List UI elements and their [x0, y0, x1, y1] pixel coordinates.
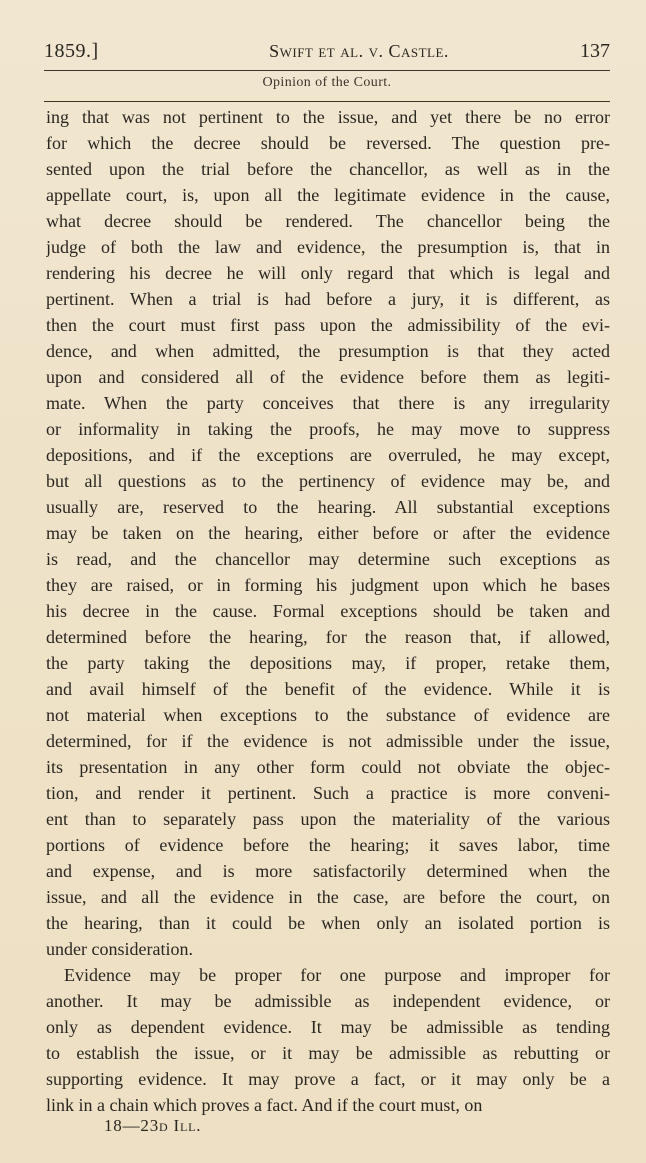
text-line: link in a chain which proves a fact. And if the court must, on: [46, 1095, 483, 1115]
text-line: dence, and when admitted, the presumption is that they acted: [46, 341, 610, 361]
text-line: ing that was not pertinent to the issue, and yet there be no error: [46, 107, 610, 127]
text-line: for which the decree should be reversed. The question pre-: [46, 133, 610, 153]
text-line: its presentation in any other form could not obviate the objec-: [46, 757, 610, 777]
text-line: ent than to separately pass upon the materiality of the various: [46, 809, 610, 829]
text-line: rendering his decree he will only regard that which is legal and: [46, 263, 610, 283]
text-line: appellate court, is, upon all the legitimate evidence in the cause,: [46, 185, 610, 205]
text-line: the hearing, than it could be when only an isolated portion is: [46, 913, 610, 933]
text-line: depositions, and if the exceptions are overruled, he may except,: [46, 445, 610, 465]
text-line: mate. When the party conceives that there is any irregularity: [46, 393, 610, 413]
text-line: to establish the issue, or it may be admissible as rebutting or: [46, 1043, 610, 1063]
text-line: another. It may be admissible as independent evidence, or: [46, 991, 610, 1011]
text-line: judge of both the law and evidence, the presumption is, that in: [46, 237, 610, 257]
page-number: 137: [580, 40, 610, 62]
text-line: only as dependent evidence. It may be admissible as tending: [46, 1017, 610, 1037]
section-heading: Opinion of the Court.: [262, 75, 392, 90]
text-line: sented upon the trial before the chancellor, as well as in the: [46, 159, 610, 179]
text-line: Evidence may be proper for one purpose and improper for: [64, 965, 610, 985]
text-line: pertinent. When a trial is had before a jury, it is different, as: [46, 289, 610, 309]
text-line: what decree should be rendered. The chancellor being the: [46, 211, 610, 231]
opinion-text: [46, 104, 610, 1118]
header-year: 1859.]: [44, 40, 99, 62]
text-line: upon and considered all of the evidence before them as legiti-: [46, 367, 610, 387]
text-line: and avail himself of the benefit of the evidence. While it is: [46, 679, 610, 699]
text-line: determined before the hearing, for the reason that, if allowed,: [46, 627, 610, 647]
text-line: determined, for if the evidence is not admissible under the issue,: [46, 731, 610, 751]
text-line: the party taking the depositions may, if proper, retake them,: [46, 653, 610, 673]
text-line: is read, and the chancellor may determine such exceptions as: [46, 549, 610, 569]
text-line: but all questions as to the pertinency of evidence may be, and: [46, 471, 610, 491]
text-line: usually are, reserved to the hearing. All substantial exceptions: [46, 497, 610, 517]
text-line: issue, and all the evidence in the case, are before the court, on: [46, 887, 610, 907]
text-line: and expense, and is more satisfactorily determined when the: [46, 861, 610, 881]
text-line: may be taken on the hearing, either before or after the evidence: [46, 523, 610, 543]
text-line: or informality in taking the proofs, he may move to suppress: [46, 419, 610, 439]
page-header: [44, 40, 610, 68]
text-line: not material when exceptions to the substance of evidence are: [46, 705, 610, 725]
text-line: under consideration.: [46, 939, 193, 959]
header-rule-bottom: [44, 101, 610, 102]
text-line: then the court must first pass upon the admissibility of the evi-: [46, 315, 610, 335]
signature-mark: 18—23d Ill.: [104, 1116, 202, 1135]
text-line: they are raised, or in forming his judgment upon which he bases: [46, 575, 610, 595]
text-line: portions of evidence before the hearing; it saves labor, time: [46, 835, 610, 855]
text-line: tion, and render it pertinent. Such a practice is more conveni-: [46, 783, 610, 803]
text-line: his decree in the cause. Formal exceptions should be taken and: [46, 601, 610, 621]
text-line: supporting evidence. It may prove a fact, or it may only be a: [46, 1069, 610, 1089]
header-rule-top: [44, 70, 610, 71]
running-title: Swift et al. v. Castle.: [269, 41, 449, 61]
